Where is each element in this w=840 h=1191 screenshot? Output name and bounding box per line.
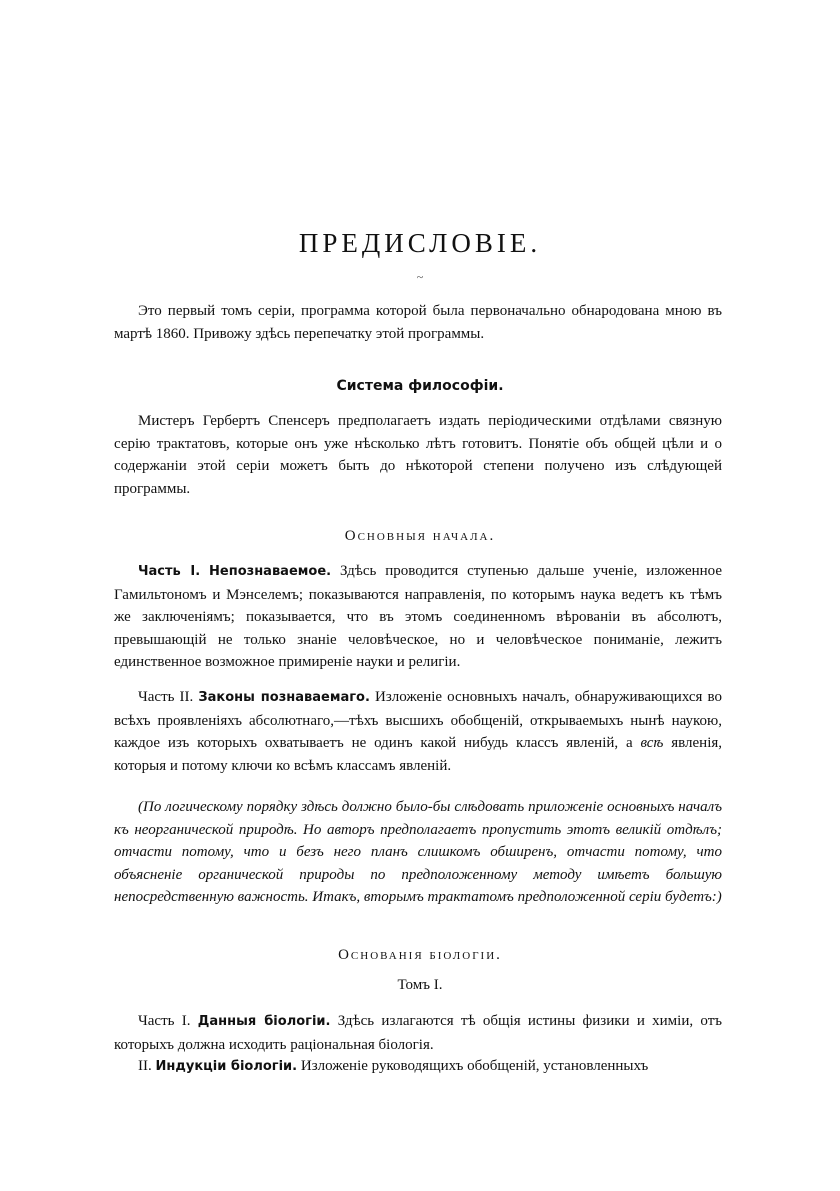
bio-part1-paragraph [114, 1010, 722, 1056]
system-heading: Система философіи. [336, 378, 504, 394]
part2-label: Часть II. [138, 689, 194, 705]
intro-paragraph: Это первый томъ серіи, программа которой была первоначально обнародована мною въ мартѣ 1860. Привожу здѣсь перепечатку этой программы. [114, 303, 722, 342]
biology-heading: Основанія біологіи. [338, 947, 502, 963]
part2-text-a: Изложеніе основныхъ началъ, обнаруживающихся во всѣхъ проявленіяхъ абсолютнаго,—тѣхъ высшихъ обобщеній, открываемыхъ нынѣ наукою, каждое изъ которыхъ охватываетъ не одинъ какой нибудь классъ явленій, а [114, 689, 723, 752]
bio-part2-label: II. [138, 1058, 152, 1074]
editorial-note: (По логическому порядку здѣсь должно было-бы слѣдовать приложеніе основныхъ началъ къ неорганической природѣ. Но авторъ предполагаетъ пропустить этотъ великій отдѣлъ; отчасти потому, что и безъ него планъ слишкомъ обширенъ, отчасти потому, что объясненіе органической природы по предположенному методу имѣетъ большую непосредственную важность. Итакъ, вторымъ трактатомъ предположенной серіи будетъ:) [114, 799, 722, 906]
bio-part2-title: Индукціи біологіи. [155, 1059, 298, 1074]
part2-paragraph [114, 686, 722, 777]
title-ornament: ~ [416, 270, 424, 284]
part1-text: Здѣсь проводится ступенью дальше ученіе, изложенное Гамильтономъ и Мэнселемъ; показываются направленія, по которымъ наука ведетъ къ тѣмъ же заключеніямъ; показывается, что въ этомъ соединенномъ вѣрованіи въ абсолютъ, превышающій не только знаніе человѣческое, но и человѣческое пониманіе, лежитъ единственное возможное примиреніе науки и религіи. [114, 563, 723, 671]
bio-part1-text: Здѣсь излагаются тѣ общія истины физики и химіи, отъ которыхъ должна исходить раціональная біологія. [114, 1013, 722, 1053]
volume-label: Томъ I. [397, 977, 443, 993]
part1-paragraph [114, 560, 722, 674]
part1-label: Часть I. [138, 564, 201, 579]
first-principles-heading: Основныя начала. [344, 528, 496, 544]
part2-title: Законы познаваемаго. [198, 690, 370, 705]
system-paragraph: Мистеръ Гербертъ Спенсеръ предполагаетъ издать періодическими отдѣлами связную серію трактатовъ, которые онъ уже нѣсколько лѣтъ готовитъ. Понятіе объ общей цѣли и о содержаніи этой серіи можетъ быть до нѣкоторой степени получено изъ слѣдующей программы. [114, 413, 722, 497]
bio-part1-label: Часть I. [138, 1013, 191, 1029]
bio-part2-paragraph [114, 1055, 722, 1079]
bio-part1-title: Данныя біологіи. [197, 1014, 331, 1029]
part2-text-b: явленія, которыя и потому ключи ко всѣмъ классамъ явленій. [114, 735, 723, 774]
part1-title: Непознаваемое. [209, 564, 332, 579]
bio-part2-text: Изложеніе руководящихъ обобщеній, установленныхъ [300, 1058, 649, 1074]
part2-text-emphasis: всѣ [640, 735, 664, 752]
page-title: ПРЕДИСЛОВІЕ. [298, 228, 542, 258]
